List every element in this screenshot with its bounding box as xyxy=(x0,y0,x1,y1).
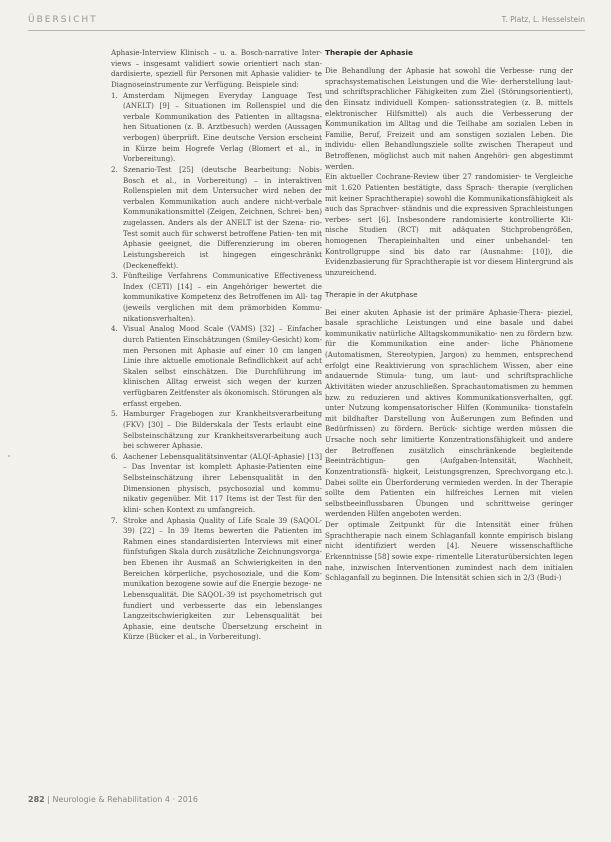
list-item: 5. Hamburger Fragebogen zur Krankheitsverarbeitung (FKV) [30] – Die Bilderskala der Tests erlaubt eine Selbsteinschätzung zur Krankheitsverarbeitung auch bei schwerer Aphasie. xyxy=(111,409,322,451)
right-column xyxy=(325,48,573,584)
body-paragraph: Der optimale Zeitpunkt für die Intensität einer frühen Sprachtherapie nach einem Schlaganfall konnte empirisch bislang nicht identifiziert werden [4]. Neuere wissenschaftliche Erkenntnisse [58] sowie expe- rimentelle Literaturübersichten legen nahe, inzwischen Interventionen zumindest nach dem initialen Schlaganfall zu beginnen. Die Intensität schien sich in 2/3 (Budi-) xyxy=(325,520,574,583)
list-item: 2. Szenario-Test [25] (deutsche Bearbeitung: Nobis- Bosch et al., in Vorbereitung) – in interaktiven Rollenspielen mit dem Untersucher wird neben der verbalen Kommunikation auch andere nicht-verbale Kommunikationsmittel (Zeigen, Zeichnen, Schrei- ben) zugelassen. Anders als der ANELT ist der Szena- rio-Test somit auch für schwerst betroffene Patien- ten mit Aphasie geeignet, die Differenzierung im oberen Leistungsbereich ist hingegen eingeschränkt (Deckeneffekt). xyxy=(111,164,322,270)
list-item: 1. Amsterdam Nijmegen Everyday Language Test (ANELT) [9] – Situationen im Rollenspiel und die verbale Kommunikation des Patienten in alltagsna- hen Situationen (z. B. Arztbesuch) werden (Aussagen verbogen) überprüft. Eine deutsche Version erscheint in Kürze beim Hogrefe Verlag (Blomert et al., in Vorbereitung). xyxy=(111,90,322,164)
list-item: 3. Fünfteilige Verfahrens Communicative Effectiveness Index (CETI) [14] – ein Angehöriger bewertet die kommunikative Kompetenz des Betroffenen im All- tag (jeweils verglichen mit dem prämorbiden Kommu- nikationsverhalten). xyxy=(111,271,322,323)
page-footer xyxy=(28,795,198,804)
section-heading: Therapie der Aphasie xyxy=(325,48,413,57)
list-item: 4. Visual Analog Mood Scale (VAMS) [32] – Einfacher durch Patienten Einschätzungen (Smiley-Gesicht) kom- men Personen mit Aphasie auf einer 10 cm langen Linie ihre aktuelle emotionale Befindlichkeit auf acht Skalen selbst einschätzen. Die Durchführung im klinischen Alltag erweist sich wegen der kurzen verfügbaren Zeitfenster als ökonomisch. Störungen als erfasst ergeben. xyxy=(111,324,322,408)
running-header xyxy=(28,14,585,31)
page-number: 282 xyxy=(28,795,45,804)
margin-dot xyxy=(8,455,10,457)
intro-paragraph: Aphasie-Interview Klinisch – u. a. Bosch-narrative Inter- views – insgesamt validiert sowie orientiert nach stan- dardisierte, speziell für Personen mit Aphasie validier- te Diagnoseinstrumente zur Verfügung. Beispiele sind: xyxy=(111,48,322,89)
list-item: 7. Stroke and Aphasia Quality of Life Scale 39 (SAQOL- 39) [22] – In 39 Items bewerten die Patienten im Rahmen eines standardisierten Interviews mit einer fünfstufigen Skala durch zusätzliche Zeichnungsvorga- ben Ebenen ihr Ausmaß an Schwierigkeiten in den Bereichen körperliche, psychosoziale, und die Kom- munikation bezogene sowie auf die Energie bezoge- ne Lebensqualität. Die SAQOL-39 ist psychometrisch gut fundiert und verbesserte das ein lebenslanges Langzeitschwierigkeiten zur Lebensqualität bei Aphasie, eine deutsche Übersetzung erscheint in Kürze (Bücker et al., in Vorbereitung). xyxy=(111,515,322,642)
body-paragraph: Bei einer akuten Aphasie ist der primäre Aphasie-Thera- pieziel, basale sprachliche Leistungen und eine basale und dabei kommunikativ natürliche Alltagskommunikatio- nen zu fördern bzw. für die Kommunikation eine ander- liche Phänomene (Automatismen, Stereotypien, Jargon) zu hemmen, entsprechend erfolgt eine Reaktivierung von sprachlichem Wissen, aber eine andauernde Stimula- tung, um laut- und schriftsprachliche Aktivitäten wieder anzuschließen. Sprachautomatismen zu hemmen bzw. zu reduzieren und aktives Kommunikationsverhalten, ggf. unter Nutzung kompensatorischer Hilfen (Kommunika- tionstafeln mit bildhafter Darstellung von Äußerungen zum Befinden und Bedürfnissen) zu fördern. Berück- sichtige werden müssen die Ursache noch sehr limitierte Konzentrationsfähigkeit und andere der Betroffenen zusätzlich einschränkende begleitende Beeinträchtigun- gen (Aufgaben-Intensität, Wachheit, Konzentrationsfä- higkeit, Leistungsgrenzen, Sprechvorgang etc.). Dabei sollte ein Überforderung vermieden werden. In der Therapie sollte dem Patienten ein hilfreiches Lernen mit vielen selbstbeeinflussbaren Übungen und schrittweise geringer werdenden Hilfen angeboten werden. xyxy=(325,307,574,519)
section-label: ÜBERSICHT xyxy=(28,15,98,25)
list-item: 6. Aachener Lebensqualitätsinventar (ALQI-Aphasie) [13] – Das Inventar ist komplett Aphasie-Patienten eine Selbsteinschätzung ihrer Lebensqualität in den Dimensionen physisch, psychosozial und kommu- nikativ gegenüber. Mit 117 Items ist der Test für den klini- schen Kontext zu umfangreich. xyxy=(111,451,322,514)
subsection-heading: Therapie in der Akutphase xyxy=(325,290,418,299)
instrument-list xyxy=(111,91,322,644)
authors-label: T. Platz, L. Hesselstein xyxy=(501,15,585,24)
left-column xyxy=(111,48,322,643)
body-paragraph: Die Behandlung der Aphasie hat sowohl die Verbesse- rung der sprachsystematischen Leistungen und die Wie- derherstellung laut- und schriftsprachlicher Fähigkeiten zum Ziel (Störungsorientiert), den Einsatz individuell Kompen- sationsstrategien (z. B. mittels elektronischer Hilfsmittel) als auch die Verbesserung der Kommunikation im Alltag und die Teilhabe am sozialen Leben in Familie, Beruf, Freizeit und am sonstigen sozialen Leben. Die individu- ellen Behandlungsziele sollte zwischen Therapeut und Betroffenen, möglichst auch mit nahen Angehöri- gen abgestimmt werden. xyxy=(325,66,574,171)
body-paragraph: Ein aktueller Cochrane-Review über 27 randomisier- te Vergleiche mit 1.620 Patienten bestätigte, dass Sprach- therapie (verglichen mit keiner Sprachtherapie) sowohl die Kommunikationsfähigkeit als auch das Sprachver- ständnis und die expressiven Sprachleistungen verbes- sert [6]. Insbesondere randomisierte kontrollierte Kli- nische Studien (RCT) mit adäquaten Stichprobengrößen, homogenen Therapieinhalten und einer unbehandel- ten Kontrollgruppe sind bis dato rar (Ausnahme: [10]), die Evidenzbasierung für Sprachtherapie ist vor diesem Hintergrund als unzureichend. xyxy=(325,172,573,277)
journal-name: | Neurologie & Rehabilitation 4 · 2016 xyxy=(47,795,198,804)
